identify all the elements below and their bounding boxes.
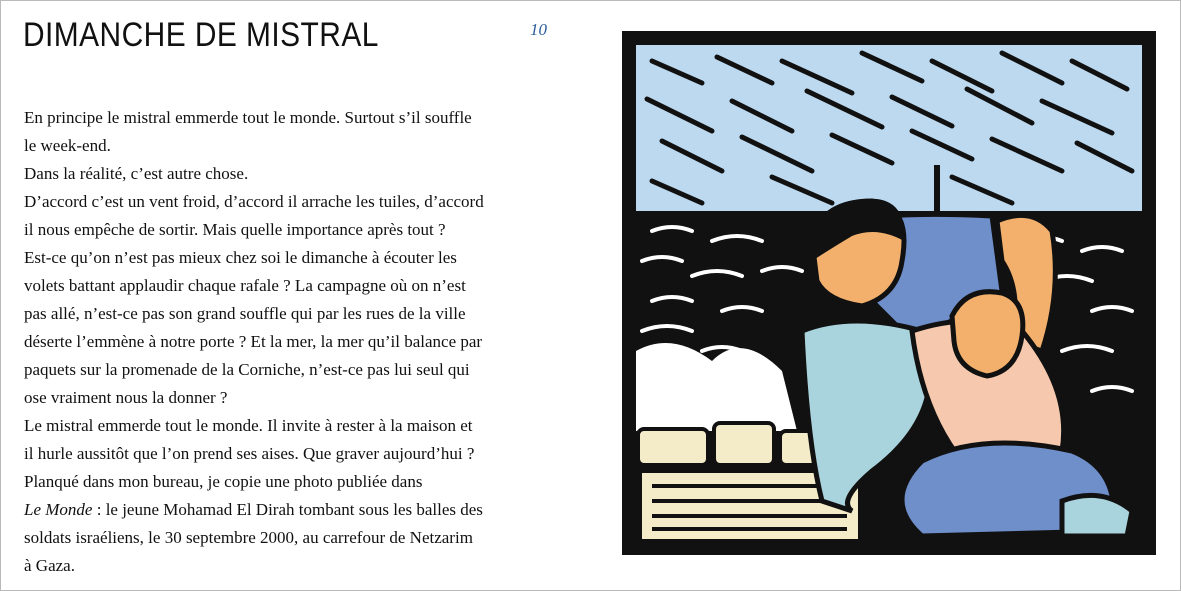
text-line: paquets sur la promenade de la Corniche, n’est-ce pas lui seul qui [24, 360, 470, 379]
text-line: il hurle aussitôt que l’on prend ses aises. Que graver aujourd’hui ? [24, 444, 475, 463]
text-line: volets battant applaudir chaque rafale ? La campagne où on n’est [24, 276, 466, 295]
text-line: déserte l’emmène à notre porte ? Et la mer, la mer qu’il balance par [24, 332, 483, 351]
text-line: En principe le mistral emmerde tout le monde. Surtout s’il souffle [24, 108, 472, 127]
page-number: 10 [530, 20, 547, 39]
text-line: Planqué dans mon bureau, je copie une photo publiée dans [24, 472, 423, 491]
text-line: Est-ce qu’on n’est pas mieux chez soi le dimanche à écouter les [24, 248, 457, 267]
body-text [24, 104, 564, 580]
text-line: il nous empêche de sortir. Mais quelle importance après tout ? [24, 220, 446, 239]
text-line: D’accord c’est un vent froid, d’accord il arrache les tuiles, d’accord [24, 192, 484, 211]
text-line: soldats israéliens, le 30 septembre 2000, au carrefour de Netzarim [24, 528, 473, 547]
text-line: Le mistral emmerde tout le monde. Il invite à rester à la maison et [24, 416, 473, 435]
text-fragment: : le jeune Mohamad El Dirah tombant sous les balles des [92, 500, 483, 519]
text-line-italic [24, 496, 564, 524]
page-title: DIMANCHE DE MISTRAL [23, 16, 379, 54]
text-line: pas allé, n’est-ce pas son grand souffle qui par les rues de la ville [24, 304, 466, 323]
woodcut-illustration [622, 31, 1156, 555]
text-line: le week-end. [24, 136, 111, 155]
child-head [952, 292, 1023, 376]
text-line: Dans la réalité, c’est autre chose. [24, 164, 249, 183]
text-line: à Gaza. [24, 556, 75, 575]
newspaper-title: Le Monde [24, 500, 93, 519]
child-foot [1062, 495, 1132, 536]
text-line: ose vraiment nous la donner ? [24, 388, 228, 407]
stone-wall [638, 423, 820, 465]
ship-mast [934, 165, 940, 215]
sky [636, 45, 1142, 211]
